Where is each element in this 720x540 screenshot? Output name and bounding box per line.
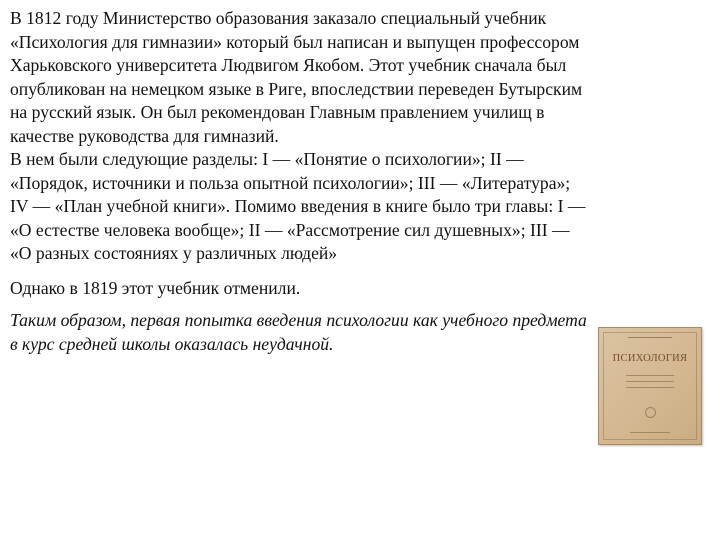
book-publisher-line: [630, 432, 670, 433]
book-subtitle-lines: [626, 375, 674, 393]
book-emblem-icon: [645, 407, 656, 418]
book-cover-image: [598, 327, 702, 445]
book-cover-title: ПСИХОЛОГИЯ: [612, 353, 688, 364]
slide-text: [10, 7, 690, 356]
book-author-line: [598, 337, 702, 339]
conclusion-text: Таким образом, первая попытка введения психологии как учебного предмета в курс средней школы оказалась неудачной.: [10, 310, 587, 354]
paragraph-sections: В нем были следующие разделы: I — «Понятие о психологии»; II — «Порядок, источники и польза опытной психологии»; III — «Литература»; IV — «План учебной книги». Помимо введения в книге было три главы: I — «О естестве человека вообще»; II — «Рассмотрение сил душевных»; III — «О разных состояниях у различных людей»: [10, 149, 586, 263]
paragraph-history: В 1812 году Министерство образования заказало специальный учебник «Психология для гимназии» который был написан и выпущен профессором Харьковского университета Людвигом Якобом. Этот учебник сначала был опубликован на немецком языке в Риге, впоследствии переведен Бутырским на русский язык. Он был рекомендован Главным правлением училищ в качестве руководства для гимназий.: [10, 8, 583, 146]
paragraph-cancelled: Однако в 1819 этот учебник отменили.: [10, 277, 301, 298]
